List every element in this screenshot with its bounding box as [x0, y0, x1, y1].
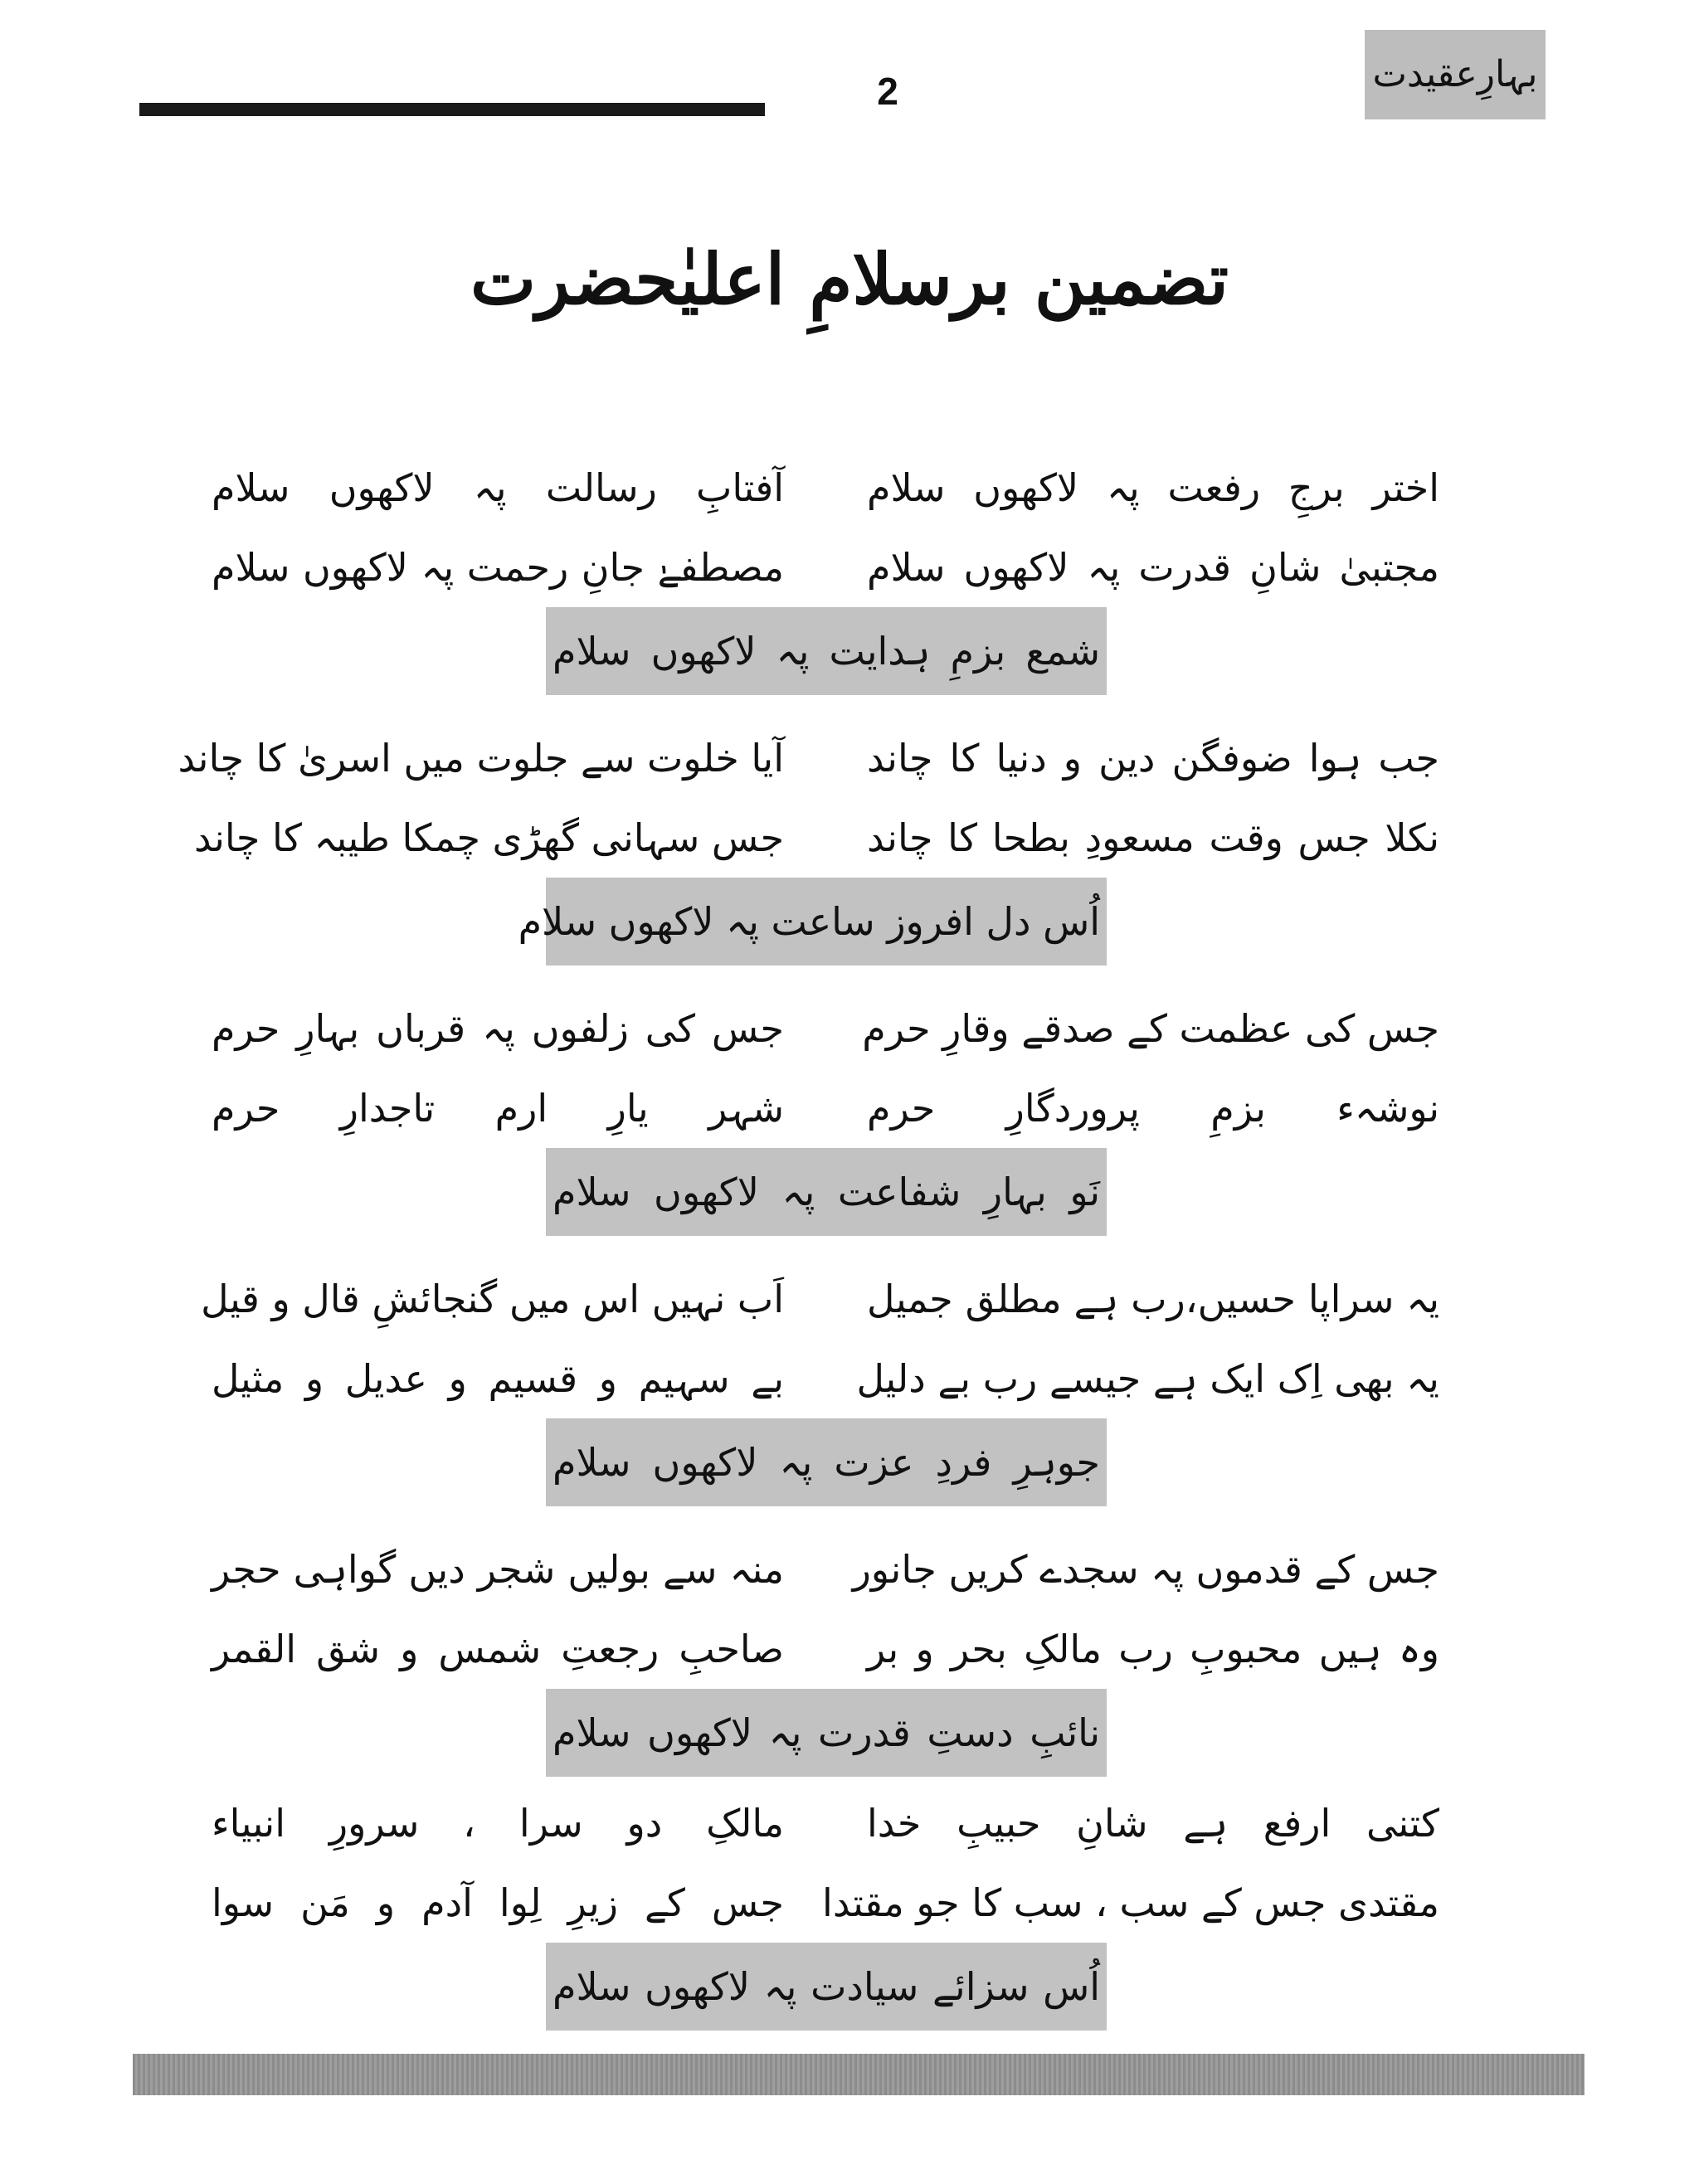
- stanza: [212, 989, 1439, 1236]
- stanza: [212, 1783, 1439, 2031]
- stanza: [212, 1530, 1439, 1777]
- second-hemistich: مصطفےٰ جانِ رحمت پہ لاکھوں سلام: [212, 545, 784, 590]
- first-hemistich: وہ ہیں محبوبِ رب مالکِ بحر و بر: [867, 1627, 1439, 1671]
- stanza: [212, 448, 1439, 695]
- stanza: [178, 718, 1439, 966]
- page-number: 2: [877, 70, 898, 113]
- verse-line: [212, 1339, 1439, 1418]
- refrain-line: نائبِ دستِ قدرت پہ لاکھوں سلام: [546, 1689, 1107, 1777]
- refrain-line: جوہرِ فردِ عزت پہ لاکھوں سلام: [546, 1418, 1107, 1506]
- second-hemistich: شہر یارِ ارم تاجدارِ حرم: [212, 1086, 784, 1131]
- first-hemistich: نکلا جس وقت مسعودِ بطحا کا چاند: [867, 815, 1439, 860]
- book-title-tag: بہارِعقیدت: [1365, 30, 1546, 119]
- footer-rule: [133, 2054, 1585, 2095]
- first-hemistich: جس کی عظمت کے صدقے وقارِ حرم: [862, 1006, 1439, 1051]
- second-hemistich: آفتابِ رسالت پہ لاکھوں سلام: [212, 465, 784, 510]
- verse-line: [212, 1530, 1439, 1609]
- verse-line: [193, 798, 1439, 878]
- first-hemistich: کتنی ارفع ہے شانِ حبیبِ خدا: [867, 1801, 1439, 1846]
- first-hemistich: مجتبیٰ شانِ قدرت پہ لاکھوں سلام: [867, 545, 1439, 590]
- first-hemistich: اختر برجِ رفعت پہ لاکھوں سلام: [867, 465, 1439, 510]
- stanza: [201, 1259, 1439, 1506]
- verse-line: [212, 989, 1439, 1068]
- verse-line: [212, 528, 1439, 607]
- second-hemistich: صاحبِ رجعتِ شمس و شق القمر: [212, 1627, 784, 1671]
- refrain-line: شمع بزمِ ہدایت پہ لاکھوں سلام: [546, 607, 1107, 695]
- verse-line: [212, 1068, 1439, 1148]
- first-hemistich: جب ہوا ضوفگن دین و دنیا کا چاند: [867, 736, 1439, 781]
- poem-title: تضمین برسلامِ اعلیٰحضرت: [470, 238, 1229, 320]
- verse-line: [178, 718, 1439, 798]
- header-rule: [139, 103, 765, 116]
- first-hemistich: یہ سراپا حسیں،رب ہے مطلق جمیل: [867, 1277, 1439, 1321]
- second-hemistich: جس کے زیرِ لِوا آدم و مَن سوا: [212, 1880, 784, 1925]
- verse-line: [212, 1863, 1439, 1943]
- refrain-line: نَو بہارِ شفاعت پہ لاکھوں سلام: [546, 1148, 1107, 1236]
- second-hemistich: جس سہانی گھڑی چمکا طیبہ کا چاند: [193, 815, 784, 860]
- verse-line: [212, 448, 1439, 528]
- refrain-line: اُس سزائے سیادت پہ لاکھوں سلام: [546, 1943, 1107, 2031]
- refrain-line: اُس دل افروز ساعت پہ لاکھوں سلام: [546, 878, 1107, 966]
- first-hemistich: جس کے قدموں پہ سجدے کریں جانور: [852, 1547, 1439, 1592]
- second-hemistich: جس کی زلفوں پہ قرباں بہارِ حرم: [212, 1006, 784, 1051]
- first-hemistich: نوشہء بزمِ پروردگارِ حرم: [867, 1086, 1439, 1131]
- verse-line: [212, 1609, 1439, 1689]
- second-hemistich: بے سہیم و قسیم و عدیل و مثیل: [212, 1356, 784, 1401]
- verse-line: [201, 1259, 1439, 1339]
- second-hemistich: مالکِ دو سرا ، سرورِ انبیاء: [212, 1801, 784, 1846]
- first-hemistich: مقتدی جس کے سب ، سب کا جو مقتدا: [822, 1880, 1439, 1925]
- second-hemistich: منہ سے بولیں شجر دیں گواہی حجر: [212, 1547, 784, 1592]
- verse-line: [212, 1783, 1439, 1863]
- second-hemistich: اَب نہیں اس میں گنجائشِ قال و قیل: [201, 1277, 784, 1321]
- second-hemistich: آیا خلوت سے جلوت میں اسریٰ کا چاند: [178, 736, 784, 781]
- first-hemistich: یہ بھی اِک ایک ہے جیسے رب بے دلیل: [856, 1356, 1439, 1401]
